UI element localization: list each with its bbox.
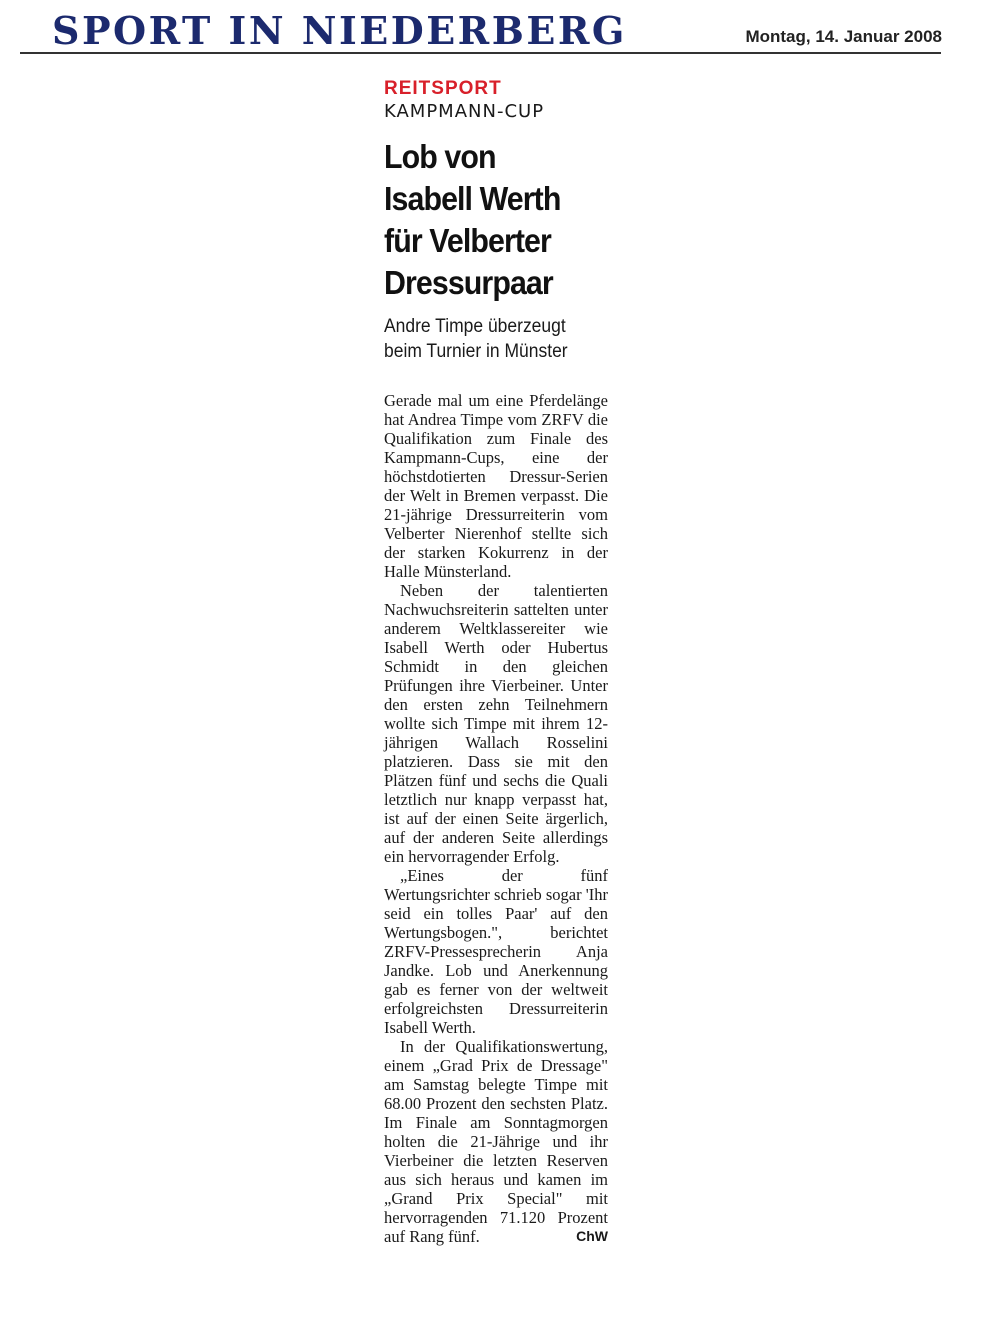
article	[384, 78, 608, 1246]
masthead-title: SPORT IN NIEDERBERG	[52, 8, 627, 53]
body-paragraph: Gerade mal um eine Pferdelänge hat Andrea Timpe vom ZRFV die Qualifikation zum Finale des Kampmann-Cups, eine der höchstdotierten Dressur-Serien der Welt in Bremen verpasst. Die 21-jährige Dressurreiterin vom Velberter Nierenhof stellte sich der starken Kokurrenz in der Halle Münsterland.	[384, 391, 608, 581]
author-byline: ChW	[576, 1228, 608, 1244]
body-paragraph	[384, 1037, 608, 1246]
headline-line: für Velberter	[384, 222, 551, 259]
body-paragraph-text: In der Qualifikationswertung, einem „Grad Prix de Dressage" am Samstag belegte Timpe mit 68.00 Prozent den sechsten Platz. Im Finale am Sonntagmorgen holten die 21-Jährige und ihr Vierbeiner die letzten Reserven aus sich heraus und kamen im „Grand Prix Special" mit hervorragenden 71.120 Prozent auf Rang fünf.	[384, 1037, 608, 1246]
topic-label: KAMPMANN-CUP	[384, 101, 545, 122]
headline-line: Dressurpaar	[384, 264, 553, 301]
masthead-divider	[20, 52, 941, 54]
section-kicker: REITSPORT	[384, 78, 502, 99]
subheadline-line: beim Turnier in Münster	[384, 341, 568, 362]
body-paragraph: „Eines der fünf Wertungsrichter schrieb sogar 'Ihr seid ein tolles Paar' auf den Wertungsbogen.", berichtet ZRFV-Pressesprecherin Anja Jandke. Lob und Anerkennung gab es ferner von der weltweit erfolgreichsten Dressurreiterin Isabell Werth.	[384, 866, 608, 1037]
body-paragraph: Neben der talentierten Nachwuchsreiterin sattelten unter anderem Weltklassereiter wie Isabell Werth oder Hubertus Schmidt in den gleichen Prüfungen ihre Vierbeiner. Unter den ersten zehn Teilnehmern wollte sich Timpe mit ihrem 12-jährigen Wallach Rosselini platzieren. Dass sie mit den Plätzen fünf und sechs die Quali letztlich nur knapp verpasst hat, ist auf der einen Seite ärgerlich, auf der anderen Seite allerdings ein hervorragender Erfolg.	[384, 581, 608, 866]
publication-date: Montag, 14. Januar 2008	[745, 27, 942, 46]
subheadline	[384, 314, 614, 364]
subheadline-line: Andre Timpe überzeugt	[384, 316, 566, 337]
headline-line: Lob von	[384, 138, 496, 175]
article-body	[384, 391, 608, 1246]
headline-line: Isabell Werth	[384, 180, 561, 217]
headline	[384, 136, 614, 304]
